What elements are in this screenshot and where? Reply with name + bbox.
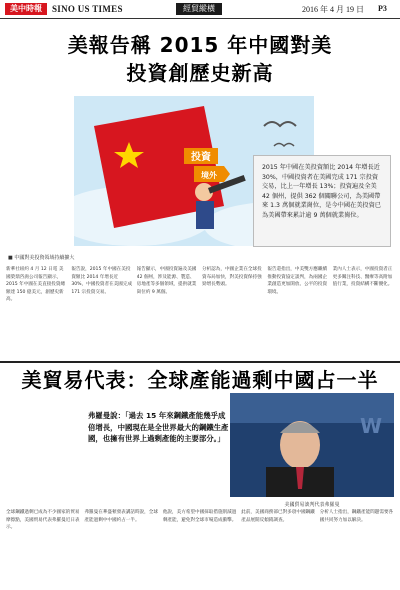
section-label: 經貿縱橫	[176, 3, 222, 15]
article1-callout	[253, 155, 391, 247]
article2-column: 全球鋼鐵過剩已成為不少國家的貿易摩擦點，美國貿易代表弗羅曼近日表示。	[6, 510, 80, 531]
svg-text:境外: 境外	[201, 171, 217, 180]
article1-photo-caption: ■ 中國對美投資領域持續擴大	[8, 255, 75, 261]
article1-column: 新華社紐約 4 月 12 日電 美國榮鼎咨詢公司報告顯示，2015 年中國在美直接投資總額達 150 億美元，創歷史新高。	[6, 267, 66, 303]
article2-column: 弗羅曼在華盛頓發表講話時說，全球產能過剩中中國約占一半。	[84, 510, 158, 523]
article1-column: 業內人士表示，中國投資者正更多關注科技、醫療等高附加值行業，投資結構不斷優化。	[332, 267, 393, 288]
section-divider	[0, 361, 400, 363]
article1-column: 分析認為，中國企業在全球投資布局加快，對美投資保持強勁增長勢頭。	[201, 267, 262, 288]
paper-logo: 美中時報	[5, 3, 47, 15]
article2-column: 分析人士指出，鋼鐵產能問題需要各國共同努力加以解決。	[319, 510, 394, 523]
article1-column: 報告顯示，中國投資遍及美國 42 個州，涉及能源、製造、房地產等多個領域，提供就業崗位約 9 萬個。	[136, 267, 197, 295]
article2-column: 此前，美國商務部已對多項中國鋼鐵產品展開反傾銷調查。	[241, 510, 315, 523]
svg-text:投資: 投資	[191, 152, 211, 163]
article2-pull-quote	[88, 410, 230, 445]
article2-body	[6, 509, 394, 589]
paper-name: SINO US TIMES	[52, 4, 123, 14]
issue-date: 2016 年 4 月 19 日	[302, 5, 364, 14]
article1-column: 報告還指出，中美雙方應繼續推動投資協定談判，為兩國企業創造更加開放、公平的投資環境。	[267, 267, 328, 295]
svg-text:W: W	[360, 414, 383, 438]
article2-column: 他說，美方希望中國採取措施削減過剩產能，避免對全球市場造成衝擊。	[162, 510, 237, 523]
article1-column: 報告說，2015 年中國在美投資額比 2014 年增長近 30%，中國投資者在美國完成 171 宗投資交易。	[71, 267, 133, 295]
article2-photo	[230, 393, 394, 497]
article1-headline-line1: 美報告稱 2015 年中國對美	[67, 33, 333, 57]
article2-headline: 美貿易代表：全球產能過剩中國占一半	[21, 368, 379, 392]
article2-photo-caption: 美國貿易談判代表弗羅曼	[284, 502, 340, 508]
page-number: P3	[378, 4, 387, 13]
callout-text: 2015 年中國在美投資額比 2014 年增長近 30%，中國投資者在美國完成 171 宗投資交易，比上一年增長 13%；投資遍及全美 42 個州，提供 362 個關聯公司，為美國帶來 1.3 萬個就業崗位，是今中國在美投資已為美國帶來累計逾 9 萬個就業崗位。	[262, 164, 381, 219]
article1-body	[6, 266, 394, 360]
pull-quote-text: 弗羅曼說：「過去 15 年來鋼鐵產能幾乎成倍增長，中國現在是全世界最大的鋼鐵生產國，也擁有世界上過剩產能的主要部分。」	[88, 411, 229, 443]
masthead	[0, 0, 400, 19]
article1-headline-line2: 投資創歷史新高	[126, 61, 274, 85]
